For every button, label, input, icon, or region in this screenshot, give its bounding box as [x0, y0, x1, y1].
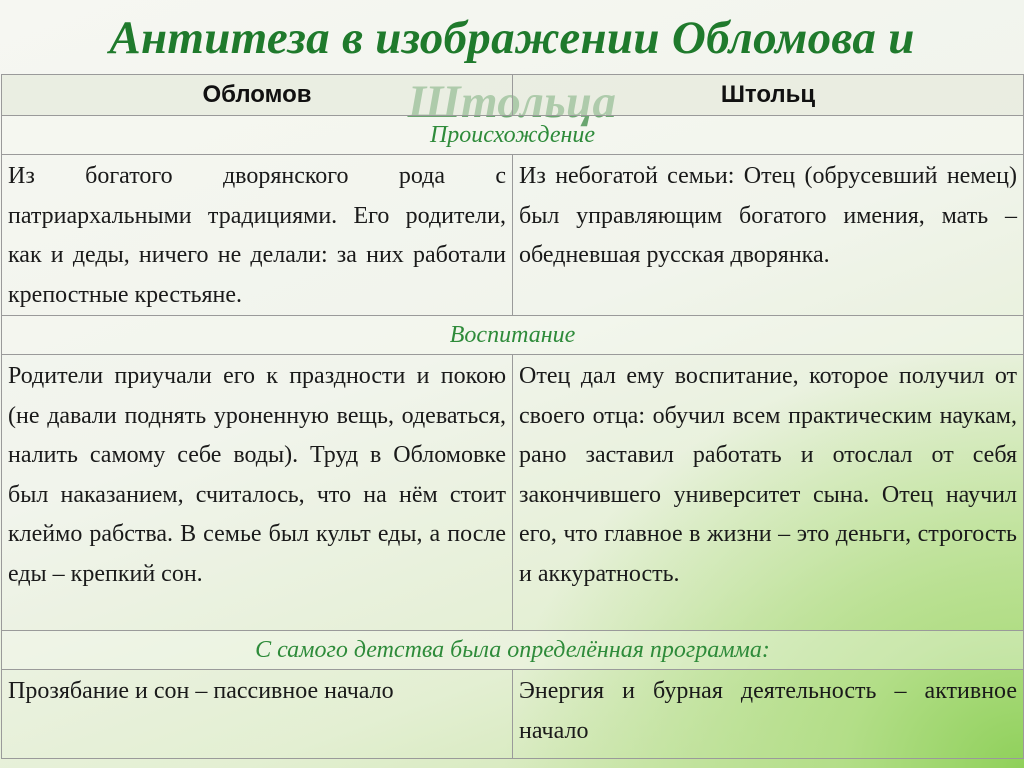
column-header-oblomov: Обломов [2, 75, 513, 116]
table-row [2, 155, 1024, 316]
slide-title: Антитеза в изображении Обломова и [109, 12, 915, 64]
cell-stolz-upbringing: Отец дал ему воспитание, которое получил от своего отца: обучил всем практическим наукам, рано заставил работать и отослал от себя закончившего университет сына. Отец научил его, что главное в жизни – это деньги, строгость и аккуратность. [513, 355, 1024, 631]
section-heading-row [2, 316, 1024, 355]
table-row [2, 670, 1024, 759]
section-heading-program: С самого детства была определённая программа: [2, 631, 1024, 670]
table-row [2, 355, 1024, 631]
cell-stolz-program: Энергия и бурная деятельность – активное начало [513, 670, 1024, 759]
comparison-table [1, 74, 1024, 759]
cell-oblomov-upbringing: Родители приучали его к праздности и покою (не давали поднять уроненную вещь, одеваться, налить самому себе воды). Труд в Обломовке был наказанием, считалось, что на нём стоит клеймо рабства. В семье был культ еды, а после еды – крепкий сон. [2, 355, 513, 631]
section-heading-row [2, 631, 1024, 670]
column-header-stolz: Штольц [513, 75, 1024, 116]
section-heading-row [2, 116, 1024, 155]
table-header-row [2, 75, 1024, 116]
cell-oblomov-program: Прозябание и сон – пассивное начало [2, 670, 513, 759]
section-heading-upbringing: Воспитание [2, 316, 1024, 355]
cell-stolz-origin: Из небогатой семьи: Отец (обрусевший немец) был управляющим богатого имения, мать – обедневшая русская дворянка. [513, 155, 1024, 316]
section-heading-origin: Происхождение [2, 116, 1024, 155]
cell-oblomov-origin: Из богатого дворянского рода с патриархальными традициями. Его родители, как и деды, ничего не делали: за них работали крепостные крестьяне. [2, 155, 513, 316]
